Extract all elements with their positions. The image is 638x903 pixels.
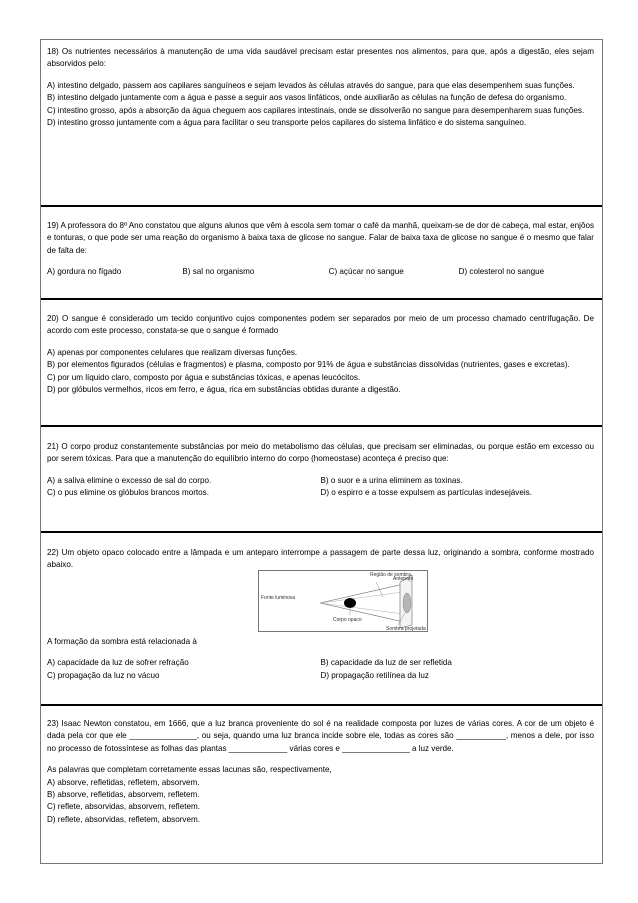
q21-option-a[interactable]: A) a saliva elimine o excesso de sal do corpo. [47, 475, 212, 485]
shadow-diagram [258, 570, 428, 632]
separator [41, 298, 602, 300]
question-21 [47, 441, 594, 500]
q23-option-c[interactable]: C) reflete, absorvidas, absorvem, refletem. [47, 802, 200, 812]
label-sombra-projetada: Sombra projetada [386, 626, 426, 632]
q21-option-c[interactable]: C) o pus elimine os glóbulos brancos mortos. [47, 488, 209, 498]
separator [41, 704, 602, 706]
q23-option-b[interactable]: B) absorve, refletidas, absorvem, refletem. [47, 790, 200, 800]
q22-prompt: A formação da sombra está relacionada à [47, 637, 197, 646]
q18-option-c[interactable]: C) intestino grosso, após a absorção da água cheguem aos capilares intestinais, onde se dissolverão no sangue para desempenharem suas funções. [47, 105, 585, 115]
label-fonte-luminosa: Fonte luminosa [261, 595, 296, 601]
q19-option-b[interactable]: B) sal no organismo [182, 267, 255, 277]
q20-option-a[interactable]: A) apenas por componentes celulares que realizam diversas funções. [47, 347, 298, 357]
question-22 [47, 547, 594, 572]
q23-option-a[interactable]: A) absorve, refletidas, refletem, absorvem. [47, 777, 200, 787]
q20-option-c[interactable]: C) por um líquido claro, composto por água e substâncias tóxicas, e apenas leucócitos. [47, 372, 361, 382]
q21-option-d[interactable]: D) o espirro e a tosse expulsem as partículas indesejáveis. [320, 488, 532, 498]
q23-stem: 23) Isaac Newton constatou, em 1666, que a luz branca proveniente do sol é na realidade composta por luzes de várias cores. A cor de um objeto é dada pela cor que ele _______________, ou seja, quando uma luz branca incide sobre ele, todas as cores são ___________, menos a dele, por isso no processo de fotossíntese as folhas das plantas _____________ várias cores e _______________ a luz verde. [47, 719, 594, 753]
q21-stem: 21) O corpo produz constantemente substâncias por meio do metabolismo das células, que precisam ser eliminadas, ou porque estão em excesso ou por serem tóxicas. Para que a manutenção do equilíbrio interno do corpo (homeostase) aconteça é preciso que: [47, 442, 594, 464]
q20-option-b[interactable]: B) por elementos figurados (células e fragmentos) e plasma, composto por 91% de água e substâncias dissolvidas (nutrientes, gases e excretas). [47, 360, 570, 370]
q19-option-d[interactable]: D) colesterol no sangue [458, 267, 545, 277]
separator [41, 425, 602, 427]
question-20 [47, 313, 594, 396]
q18-stem: 18) Os nutrientes necessários à manutenção de uma vida saudável precisam estar presentes nos alimentos, para que, após a digestão, eles sejam absorvidos pelo: [47, 47, 594, 69]
separator [41, 205, 602, 207]
q19-stem: 19) A professora do 8º Ano constatou que alguns alunos que vêm à escola sem tomar o café da manhã, queixam-se de dor de cabeça, mal estar, enjôos e tonturas, o que pode ser uma reação do organismo à baixa taxa de glicose no sangue. Falar de baixa taxa de glicose no sangue é o mesmo que falar de falta de: [47, 221, 594, 255]
question-23 [47, 718, 594, 826]
q18-option-b[interactable]: B) intestino delgado juntamente com a água e passe a seguir aos vasos linfáticos, onde auxiliarão as células na função de defesa do organismo. [47, 93, 567, 103]
question-19 [47, 220, 594, 279]
label-anteparo: Anteparo [393, 576, 414, 582]
q18-option-d[interactable]: D) intestino grosso juntamente com a água para facilitar o seu transporte pelos capilares do sistema linfático e do sistema sanguíneo. [47, 118, 527, 128]
label-corpo-opaco: Corpo opaco [333, 617, 362, 623]
q18-option-a[interactable]: A) intestino delgado, passem aos capilares sanguíneos e sejam levados às células através do sangue, para que elas desempenhem suas funções. [47, 80, 575, 90]
q23-prompt: As palavras que completam corretamente essas lacunas são, respectivamente, [47, 765, 332, 775]
question-18 [47, 46, 594, 129]
q19-option-c[interactable]: C) açúcar no sangue [328, 267, 404, 277]
q21-option-b[interactable]: B) o suor e a urina eliminem as toxinas. [320, 475, 463, 485]
q23-option-d[interactable]: D) reflete, absorvidas, refletem, absorvem. [47, 814, 200, 824]
q20-option-d[interactable]: D) por glóbulos vermelhos, ricos em ferro, e água, rica em substâncias obtidas durante a digestão. [47, 385, 401, 395]
label-regiao-de-sombra: Região de sombra [370, 572, 411, 578]
q22-option-a[interactable]: A) capacidade da luz de sofrer refração [47, 658, 189, 668]
q20-stem: 20) O sangue é considerado um tecido conjuntivo cujos componentes podem ser separados por meio de um processo chamado centrifugação. De acordo com este processo, constata-se que o sangue é formado [47, 314, 594, 336]
q19-option-a[interactable]: A) gordura no fígado [47, 267, 122, 277]
question-22-options [47, 636, 594, 682]
q22-stem: 22) Um objeto opaco colocado entre a lâmpada e um anteparo interrompe a passagem de parte dessa luz, originando a sombra, conforme mostrado abaixo. [47, 548, 594, 570]
q22-option-c[interactable]: C) propagação da luz no vácuo [47, 670, 160, 680]
q22-option-b[interactable]: B) capacidade da luz de ser refletida [320, 658, 452, 668]
q22-option-d[interactable]: D) propagação retilínea da luz [320, 670, 429, 680]
separator [41, 531, 602, 533]
